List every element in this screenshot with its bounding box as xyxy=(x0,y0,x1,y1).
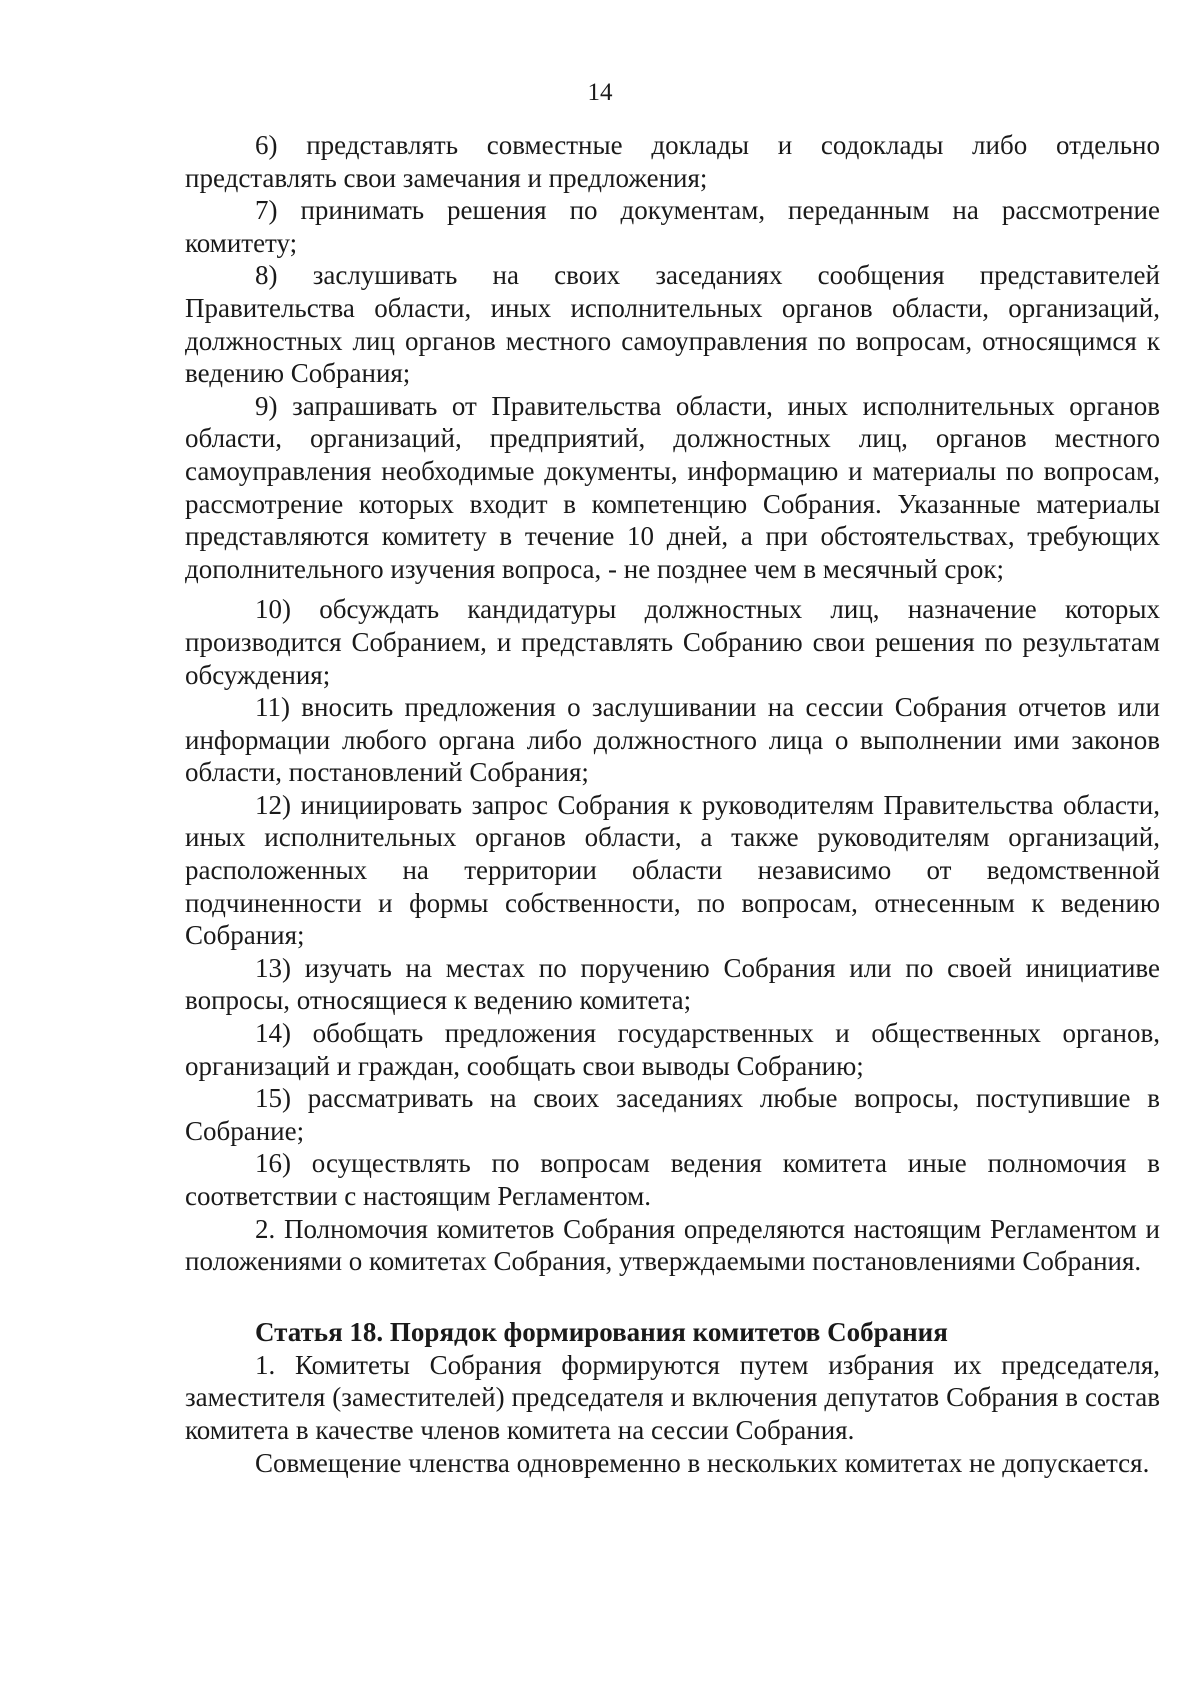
list-item-9: 9) запрашивать от Правительства области, иных исполнительных органов области, организаций, предприятий, должностных лиц, органов местного самоуправления необходимые документы, информацию и материалы по вопросам, рассмотрение которых входит в компетенцию Собрания. Указанные материалы представляются комитету в течение 10 дней, а при обстоятельствах, требующих дополнительного изучения вопроса, - не позднее чем в месячный срок; xyxy=(185,390,1160,584)
list-item-16: 16) осуществлять по вопросам ведения комитета иные полномочия в соответствии с настоящим Регламентом. xyxy=(185,1148,1160,1211)
list-item-12: 12) инициировать запрос Собрания к руководителям Правительства области, иных исполнительных органов области, а также руководителям организаций, расположенных на территории области независимо от ведомственной подчиненности и формы собственности, по вопросам, отнесенным к ведению Собрания; xyxy=(185,789,1160,951)
list-item-15: 15) рассматривать на своих заседаниях любые вопросы, поступившие в Собрание; xyxy=(185,1083,1160,1146)
paragraph-2-powers: 2. Полномочия комитетов Собрания определяются настоящим Регламентом и положениями о комитетах Собрания, утверждаемыми постановлениями Собрания. xyxy=(185,1213,1160,1277)
list-item-6: 6) представлять совместные доклады и содоклады либо отдельно представлять свои замечания и предложения; xyxy=(185,130,1160,193)
list-item-11: 11) вносить предложения о заслушивании на сессии Собрания отчетов или информации любого органа либо должностного лица о выполнении ими законов области, постановлений Собрания; xyxy=(185,692,1160,788)
page-number: 14 xyxy=(587,79,613,106)
list-item-7: 7) принимать решения по документам, переданным на рассмотрение комитету; xyxy=(185,195,1160,258)
list-item-10: 10) обсуждать кандидатуры должностных лиц, назначение которых производится Собранием, и представлять Собранию свои решения по результатам обсуждения; xyxy=(185,594,1160,690)
document-body xyxy=(185,129,1160,1479)
list-item-8: 8) заслушивать на своих заседаниях сообщения представителей Правительства области, иных исполнительных органов области, организаций, должностных лиц органов местного самоуправления по вопросам, относящимся к ведению Собрания; xyxy=(185,260,1160,389)
article-paragraph-1: 1. Комитеты Собрания формируются путем избрания их председателя, заместителя (заместителей) председателя и включения депутатов Собрания в состав комитета в качестве членов комитета на сессии Собрания. xyxy=(185,1349,1160,1445)
article-paragraph-2: Совмещение членства одновременно в нескольких комитетах не допускается. xyxy=(255,1447,1150,1478)
article-heading: Статья 18. Порядок формирования комитетов Собрания xyxy=(255,1316,948,1347)
list-item-13: 13) изучать на местах по поручению Собрания или по своей инициативе вопросы, относящиеся к ведению комитета; xyxy=(185,952,1160,1016)
list-item-14: 14) обобщать предложения государственных и общественных органов, организаций и граждан, сообщать свои выводы Собранию; xyxy=(185,1018,1160,1081)
